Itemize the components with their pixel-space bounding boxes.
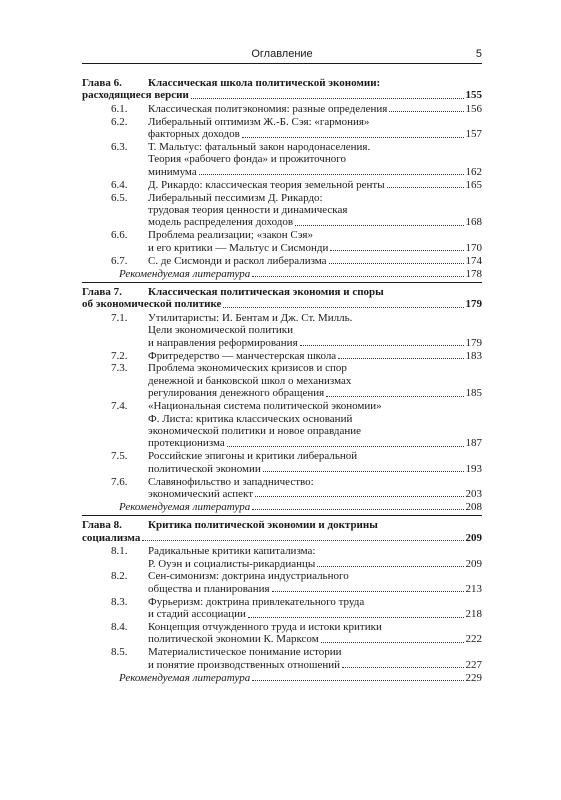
dot-leader (242, 137, 464, 138)
section-body (148, 179, 482, 191)
section-page: 213 (465, 582, 482, 595)
section-body (148, 596, 482, 621)
chapter-label: Глава 8. (82, 519, 122, 532)
section-title: Фурьеризм: доктрина привлекательного труда (148, 595, 365, 608)
page-title: Оглавление (251, 48, 313, 60)
section-page: 170 (465, 241, 482, 254)
toc-section (82, 255, 482, 267)
section-line (148, 216, 482, 228)
toc-section (82, 103, 482, 115)
section-number: 8.5. (111, 646, 128, 659)
chapter-title: социализма (82, 531, 141, 544)
recommended-literature (82, 268, 482, 280)
section-title: Проблема реализации; «закон Сэя» (148, 229, 313, 242)
chapter-page: 179 (465, 298, 482, 311)
section-title: Р. Оуэн и социалисты-рикардианцы (148, 557, 316, 570)
toc-section (82, 621, 482, 646)
chapter-label: Глава 7. (82, 286, 122, 298)
dot-leader (255, 496, 463, 497)
section-title: «Национальная система политической экономии» (148, 400, 382, 413)
section-title: регулирования денежного обращения (148, 387, 325, 400)
toc-section (82, 646, 482, 671)
section-title: экономической политики и новое оправдание (148, 424, 362, 437)
toc-page (82, 48, 482, 686)
section-page: 157 (465, 128, 482, 141)
section-body (148, 621, 482, 646)
section-title: и стадий ассоциации (148, 608, 246, 621)
section-body (148, 312, 482, 349)
section-title: С. де Сисмонди и раскол либерализма (148, 254, 327, 267)
dot-leader (248, 617, 464, 618)
dot-leader (252, 276, 463, 277)
section-number: 6.6. (111, 229, 128, 242)
section-title: Либеральный пессимизм Д. Рикардо: (148, 191, 323, 204)
section-line (148, 608, 482, 620)
section-line (148, 437, 482, 449)
section-body (148, 255, 482, 267)
section-page: 185 (465, 387, 482, 400)
chapter-title: расходящиеся версии (82, 89, 189, 102)
section-number: 8.1. (111, 545, 128, 558)
section-page: 183 (465, 349, 482, 362)
toc-section (82, 545, 482, 570)
toc-section (82, 596, 482, 621)
chapter-title: Критика политической экономии и доктрины (148, 519, 378, 532)
section-title: Славянофильство и западничество: (148, 475, 314, 488)
chapter-title-line (82, 89, 482, 101)
dot-leader (252, 509, 463, 510)
section-title: и направления реформирования (148, 336, 298, 349)
chapter-label: Глава 6. (82, 77, 122, 89)
section-line (148, 179, 482, 191)
chapter-block (82, 282, 482, 513)
section-body (148, 350, 482, 362)
chapter-title: Классическая политическая экономия и споры (148, 286, 384, 298)
section-page: 165 (465, 178, 482, 191)
toc-section (82, 450, 482, 475)
section-number: 6.4. (111, 178, 128, 191)
section-title: политической экономии К. Марксом (148, 633, 319, 646)
section-page: 156 (465, 102, 482, 115)
toc-section (82, 362, 482, 399)
section-title: Концепция отчужденного труда и истоки критики (148, 621, 382, 634)
section-title: и его критики — Мальтус и Сисмонди (148, 241, 329, 254)
section-page: 187 (465, 437, 482, 450)
section-title: денежной и банковской школ о механизмах (148, 374, 352, 387)
section-line (148, 488, 482, 500)
section-line (148, 558, 482, 570)
toc-section (82, 192, 482, 229)
chapter-heading (82, 519, 482, 544)
toc-section (82, 312, 482, 349)
section-body (148, 103, 482, 115)
section-page: 203 (465, 488, 482, 500)
chapter-heading (82, 77, 482, 102)
section-title: минимума (148, 165, 197, 178)
section-title: Либеральный оптимизм Ж.-Б. Сэя: «гармония» (148, 115, 370, 128)
section-title: трудовая теория ценности и динамическая (148, 204, 348, 217)
dot-leader (321, 642, 464, 643)
section-line (148, 463, 482, 475)
dot-leader (300, 345, 464, 346)
section-title: Проблема экономических кризисов и спор (148, 362, 347, 375)
running-head (82, 48, 482, 64)
section-page: 193 (465, 462, 482, 475)
section-line (148, 255, 482, 267)
section-number: 8.3. (111, 595, 128, 608)
section-title: Фритредерство — манчестерская школа (148, 349, 337, 362)
section-body (148, 476, 482, 501)
section-page: 209 (465, 557, 482, 570)
chapter-page: 155 (465, 89, 482, 102)
chapter-title-line (82, 532, 482, 544)
section-number: 6.2. (111, 115, 128, 128)
recommended-label: Рекомендуемая литература (119, 671, 251, 684)
dot-leader (389, 111, 463, 112)
section-title: Т. Мальтус: фатальный закон народонаселения. (148, 141, 371, 154)
section-title: протекционизма (148, 437, 225, 450)
dot-leader (223, 307, 463, 308)
dot-leader (252, 680, 463, 681)
section-body (148, 141, 482, 178)
dot-leader (142, 540, 463, 541)
section-number: 7.4. (111, 400, 128, 413)
section-title: Ф. Листа: критика классических оснований (148, 412, 353, 425)
chapter-block (82, 515, 482, 684)
page-number: 5 (475, 48, 482, 60)
section-title: Цели экономической политики (148, 324, 294, 337)
dot-leader (227, 446, 464, 447)
section-page: 179 (465, 336, 482, 349)
section-number: 7.6. (111, 475, 128, 488)
section-title: Радикальные критики капитализма: (148, 545, 316, 558)
section-line (148, 166, 482, 178)
section-body (148, 229, 482, 254)
dot-leader (317, 566, 463, 567)
chapter-title: Классическая школа политической экономии: (148, 77, 381, 89)
recommended-page: 178 (465, 267, 482, 280)
section-line (148, 633, 482, 645)
recommended-literature (82, 672, 482, 684)
section-page: 227 (465, 658, 482, 671)
chapter-heading (82, 286, 482, 311)
dot-leader (330, 250, 463, 251)
section-body (148, 362, 482, 399)
chapter-block (82, 77, 482, 280)
section-body (148, 646, 482, 671)
chapter-title: об экономической политике (82, 298, 222, 311)
section-title: общества и планирования (148, 582, 270, 595)
toc-section (82, 116, 482, 141)
section-page: 168 (465, 216, 482, 229)
recommended-page: 229 (465, 671, 482, 684)
section-title: Материалистическое понимание истории (148, 646, 342, 659)
section-page: 162 (465, 165, 482, 178)
dot-leader (272, 591, 464, 592)
section-number: 6.5. (111, 191, 128, 204)
section-number: 7.1. (111, 311, 128, 324)
section-page: 218 (465, 608, 482, 621)
section-title: Д. Рикардо: классическая теория земельной ренты (148, 178, 385, 191)
recommended-label: Рекомендуемая литература (119, 267, 251, 280)
table-of-contents (82, 77, 482, 684)
section-number: 6.7. (111, 254, 128, 267)
recommended-page: 208 (465, 500, 482, 513)
chapter-page: 209 (465, 531, 482, 544)
section-line (148, 128, 482, 140)
section-title: модель распределения доходов (148, 216, 294, 229)
section-title: экономический аспект (148, 488, 254, 500)
dot-leader (387, 187, 464, 188)
section-number: 7.5. (111, 450, 128, 463)
chapter-title-line (82, 286, 482, 298)
section-line (148, 103, 482, 115)
section-body (148, 570, 482, 595)
dot-leader (295, 225, 463, 226)
toc-section (82, 179, 482, 191)
section-title: и понятие производственных отношений (148, 658, 340, 671)
chapter-title-line (82, 519, 482, 531)
toc-section (82, 229, 482, 254)
dot-leader (263, 471, 464, 472)
toc-section (82, 476, 482, 501)
recommended-label: Рекомендуемая литература (119, 500, 251, 513)
section-line (148, 242, 482, 254)
dot-leader (326, 396, 463, 397)
recommended-literature (82, 501, 482, 513)
toc-section (82, 350, 482, 362)
section-number: 7.2. (111, 349, 128, 362)
section-title: Сен-симонизм: доктрина индустриального (148, 570, 349, 583)
dot-leader (338, 358, 463, 359)
toc-section (82, 141, 482, 178)
dot-leader (191, 98, 464, 99)
section-title: Классическая политэкономия: разные определения (148, 102, 388, 115)
section-number: 7.3. (111, 362, 128, 375)
section-number: 8.2. (111, 570, 128, 583)
section-number: 6.1. (111, 102, 128, 115)
section-body (148, 116, 482, 141)
section-page: 174 (465, 254, 482, 267)
section-number: 6.3. (111, 141, 128, 154)
section-line (148, 659, 482, 671)
section-line (148, 387, 482, 399)
section-body (148, 545, 482, 570)
section-line (148, 350, 482, 362)
section-number: 8.4. (111, 621, 128, 634)
section-title: факторных доходов (148, 128, 240, 141)
chapter-title-line (82, 298, 482, 310)
section-line (148, 337, 482, 349)
section-body (148, 192, 482, 229)
section-body (148, 450, 482, 475)
toc-section (82, 570, 482, 595)
section-line (148, 583, 482, 595)
section-title: Теория «рабочего фонда» и прожиточного (148, 153, 346, 166)
dot-leader (329, 263, 464, 264)
section-title: политической экономии (148, 462, 261, 475)
section-body (148, 400, 482, 450)
dot-leader (199, 174, 464, 175)
section-title: Утилитаристы: И. Бентам и Дж. Ст. Милль. (148, 311, 353, 324)
chapter-title-line (82, 77, 482, 89)
section-title: Российские эпигоны и критики либеральной (148, 450, 358, 463)
dot-leader (342, 667, 464, 668)
section-page: 222 (465, 633, 482, 646)
toc-section (82, 400, 482, 450)
